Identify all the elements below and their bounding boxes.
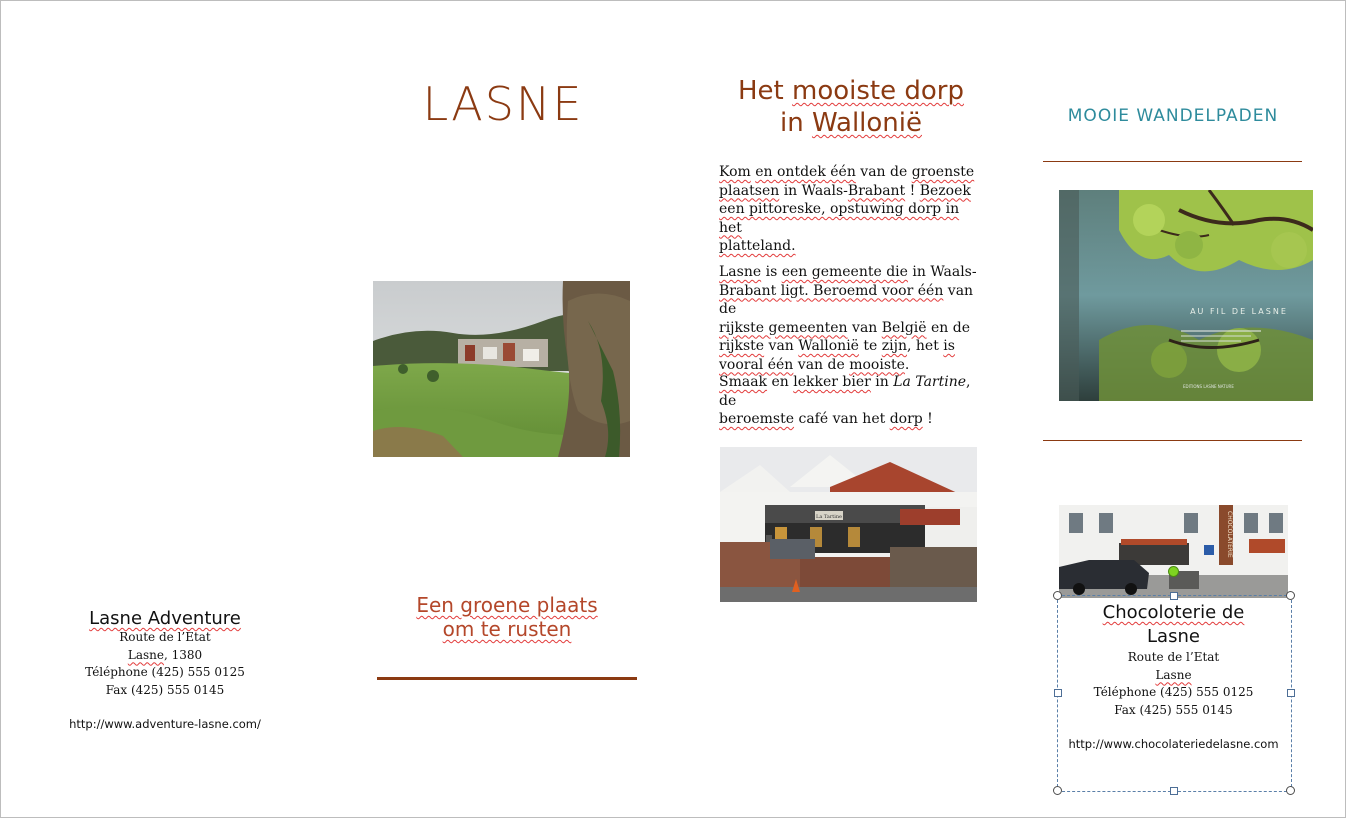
text-run: van de xyxy=(855,164,912,180)
text-run: in xyxy=(870,374,894,390)
text-run: . xyxy=(904,356,910,373)
text-run: in Waals- xyxy=(907,264,977,280)
company-address: Route de l’Etat xyxy=(119,630,211,644)
headline-text: Het xyxy=(738,76,793,106)
text-run: mooiste xyxy=(849,356,905,373)
shop-sign-text: CHOCOLATERIE xyxy=(1226,511,1233,558)
headline-text: Wallonië xyxy=(811,108,922,138)
shop-url[interactable]: http://www.chocolateriedelasne.com xyxy=(1068,737,1279,751)
chocolaterie-photo[interactable] xyxy=(1059,505,1288,598)
company-url[interactable]: http://www.adventure-lasne.com/ xyxy=(69,717,261,731)
text-run: een gemeente die xyxy=(781,264,908,280)
resize-handle-bottom[interactable] xyxy=(1170,787,1178,795)
description-paragraph[interactable] xyxy=(719,263,979,374)
shop-title xyxy=(1059,601,1288,649)
text-run: café van het xyxy=(794,411,890,427)
resize-handle-top[interactable] xyxy=(1170,592,1178,600)
chocolaterie-building-image xyxy=(1059,505,1288,598)
resize-handle-bottom-left[interactable] xyxy=(1053,786,1062,795)
text-run: , het xyxy=(907,338,944,354)
tagline-line1: Een groene plaats xyxy=(416,593,598,617)
text-run: ! xyxy=(922,411,933,427)
text-run: ! xyxy=(905,182,920,199)
resize-handle-top-right[interactable] xyxy=(1286,591,1295,600)
heading-rule-bottom xyxy=(1043,440,1302,441)
company-name-text: Lasne Adventure xyxy=(89,608,241,629)
rotate-handle[interactable] xyxy=(1168,566,1179,577)
text-run: Smaak xyxy=(719,374,768,390)
shop-address: Route de l’Etat xyxy=(1127,650,1220,664)
text-run: Brabant ligt. Beroemd voor één xyxy=(719,282,944,299)
text-run: van de xyxy=(719,282,974,317)
text-run: van xyxy=(764,338,799,354)
text-run: van de xyxy=(793,356,850,373)
text-run: België xyxy=(881,319,927,336)
book-publisher-text: EDITIONS LASNE NATURE xyxy=(1183,384,1234,389)
resize-handle-top-left[interactable] xyxy=(1053,591,1062,600)
text-run: groenste xyxy=(911,164,975,180)
company-fax: Fax (425) 555 0145 xyxy=(105,682,225,697)
intro-paragraph[interactable] xyxy=(719,163,979,256)
page-title[interactable]: LASNE xyxy=(422,77,584,131)
text-run: zijn xyxy=(881,338,907,354)
cafe-sign: La Tartine xyxy=(816,514,842,520)
book-cover-photo[interactable] xyxy=(1059,190,1313,401)
section-heading[interactable]: MOOIE WANDELPADEN xyxy=(1067,106,1279,126)
headline-text: mooiste dorp xyxy=(792,76,964,106)
text-run: lekker bier xyxy=(793,374,871,390)
company-contact xyxy=(45,608,285,731)
tagline-line2: om te rusten xyxy=(442,617,572,641)
village-landscape-image xyxy=(373,281,630,457)
text-run: , de xyxy=(719,374,971,409)
text-run: en xyxy=(767,374,794,390)
company-postcode: , 1380 xyxy=(163,647,203,662)
text-run: rijkste xyxy=(719,338,765,354)
company-phone: Téléphone (425) 555 0125 xyxy=(85,665,245,679)
text-run: Wallonië xyxy=(798,338,859,354)
text-run: La Tartine xyxy=(893,374,967,390)
cafe-photo[interactable] xyxy=(720,447,977,602)
text-run: is xyxy=(943,338,955,354)
shop-city-text: Lasne xyxy=(1155,667,1192,682)
resize-handle-right[interactable] xyxy=(1287,689,1295,697)
text-run: dorp xyxy=(889,411,923,427)
text-run: Lasne xyxy=(719,264,762,280)
headline-text: in xyxy=(780,108,812,138)
text-run: Brabant xyxy=(847,182,906,199)
tagline[interactable] xyxy=(373,593,641,641)
headline[interactable] xyxy=(701,75,1001,139)
text-run: plaatsen xyxy=(719,182,780,199)
text-run: te xyxy=(858,338,882,354)
shop-fax: Fax (425) 555 0145 xyxy=(1114,702,1233,717)
shop-phone: Téléphone (425) 555 0125 xyxy=(1093,685,1254,699)
shop-title-line: Chocoloterie de xyxy=(1102,602,1245,623)
cafe-paragraph[interactable] xyxy=(719,373,979,429)
text-run: Kom xyxy=(719,164,751,180)
cafe-building-image xyxy=(720,447,977,602)
resize-handle-bottom-right[interactable] xyxy=(1286,786,1295,795)
text-run: Bezoek xyxy=(919,182,971,199)
text-run: is xyxy=(761,264,782,280)
book-title-text: AU FIL DE LASNE xyxy=(1190,307,1288,316)
chocolaterie-contact xyxy=(1059,601,1288,751)
text-run: beroemste xyxy=(719,411,795,427)
tagline-rule xyxy=(377,677,637,680)
shop-title-line: Lasne xyxy=(1147,626,1200,647)
text-run: in Waals- xyxy=(779,182,848,199)
shop-city xyxy=(1059,667,1288,685)
text-run: en de xyxy=(926,319,970,336)
village-landscape-photo[interactable] xyxy=(373,281,630,457)
company-name xyxy=(45,608,285,629)
text-run: een pittoreske, opstuwing dorp in het xyxy=(719,201,960,236)
text-run: platteland. xyxy=(719,238,796,254)
text-run: rijkste gemeenten xyxy=(719,319,848,336)
company-city xyxy=(45,647,285,665)
text-run: en ontdek één xyxy=(755,164,856,180)
company-city-text: Lasne xyxy=(127,647,164,662)
text-run: vooral één xyxy=(719,356,794,373)
heading-rule-top xyxy=(1043,161,1302,162)
book-cover-image xyxy=(1059,190,1313,401)
text-run: van xyxy=(847,319,882,336)
